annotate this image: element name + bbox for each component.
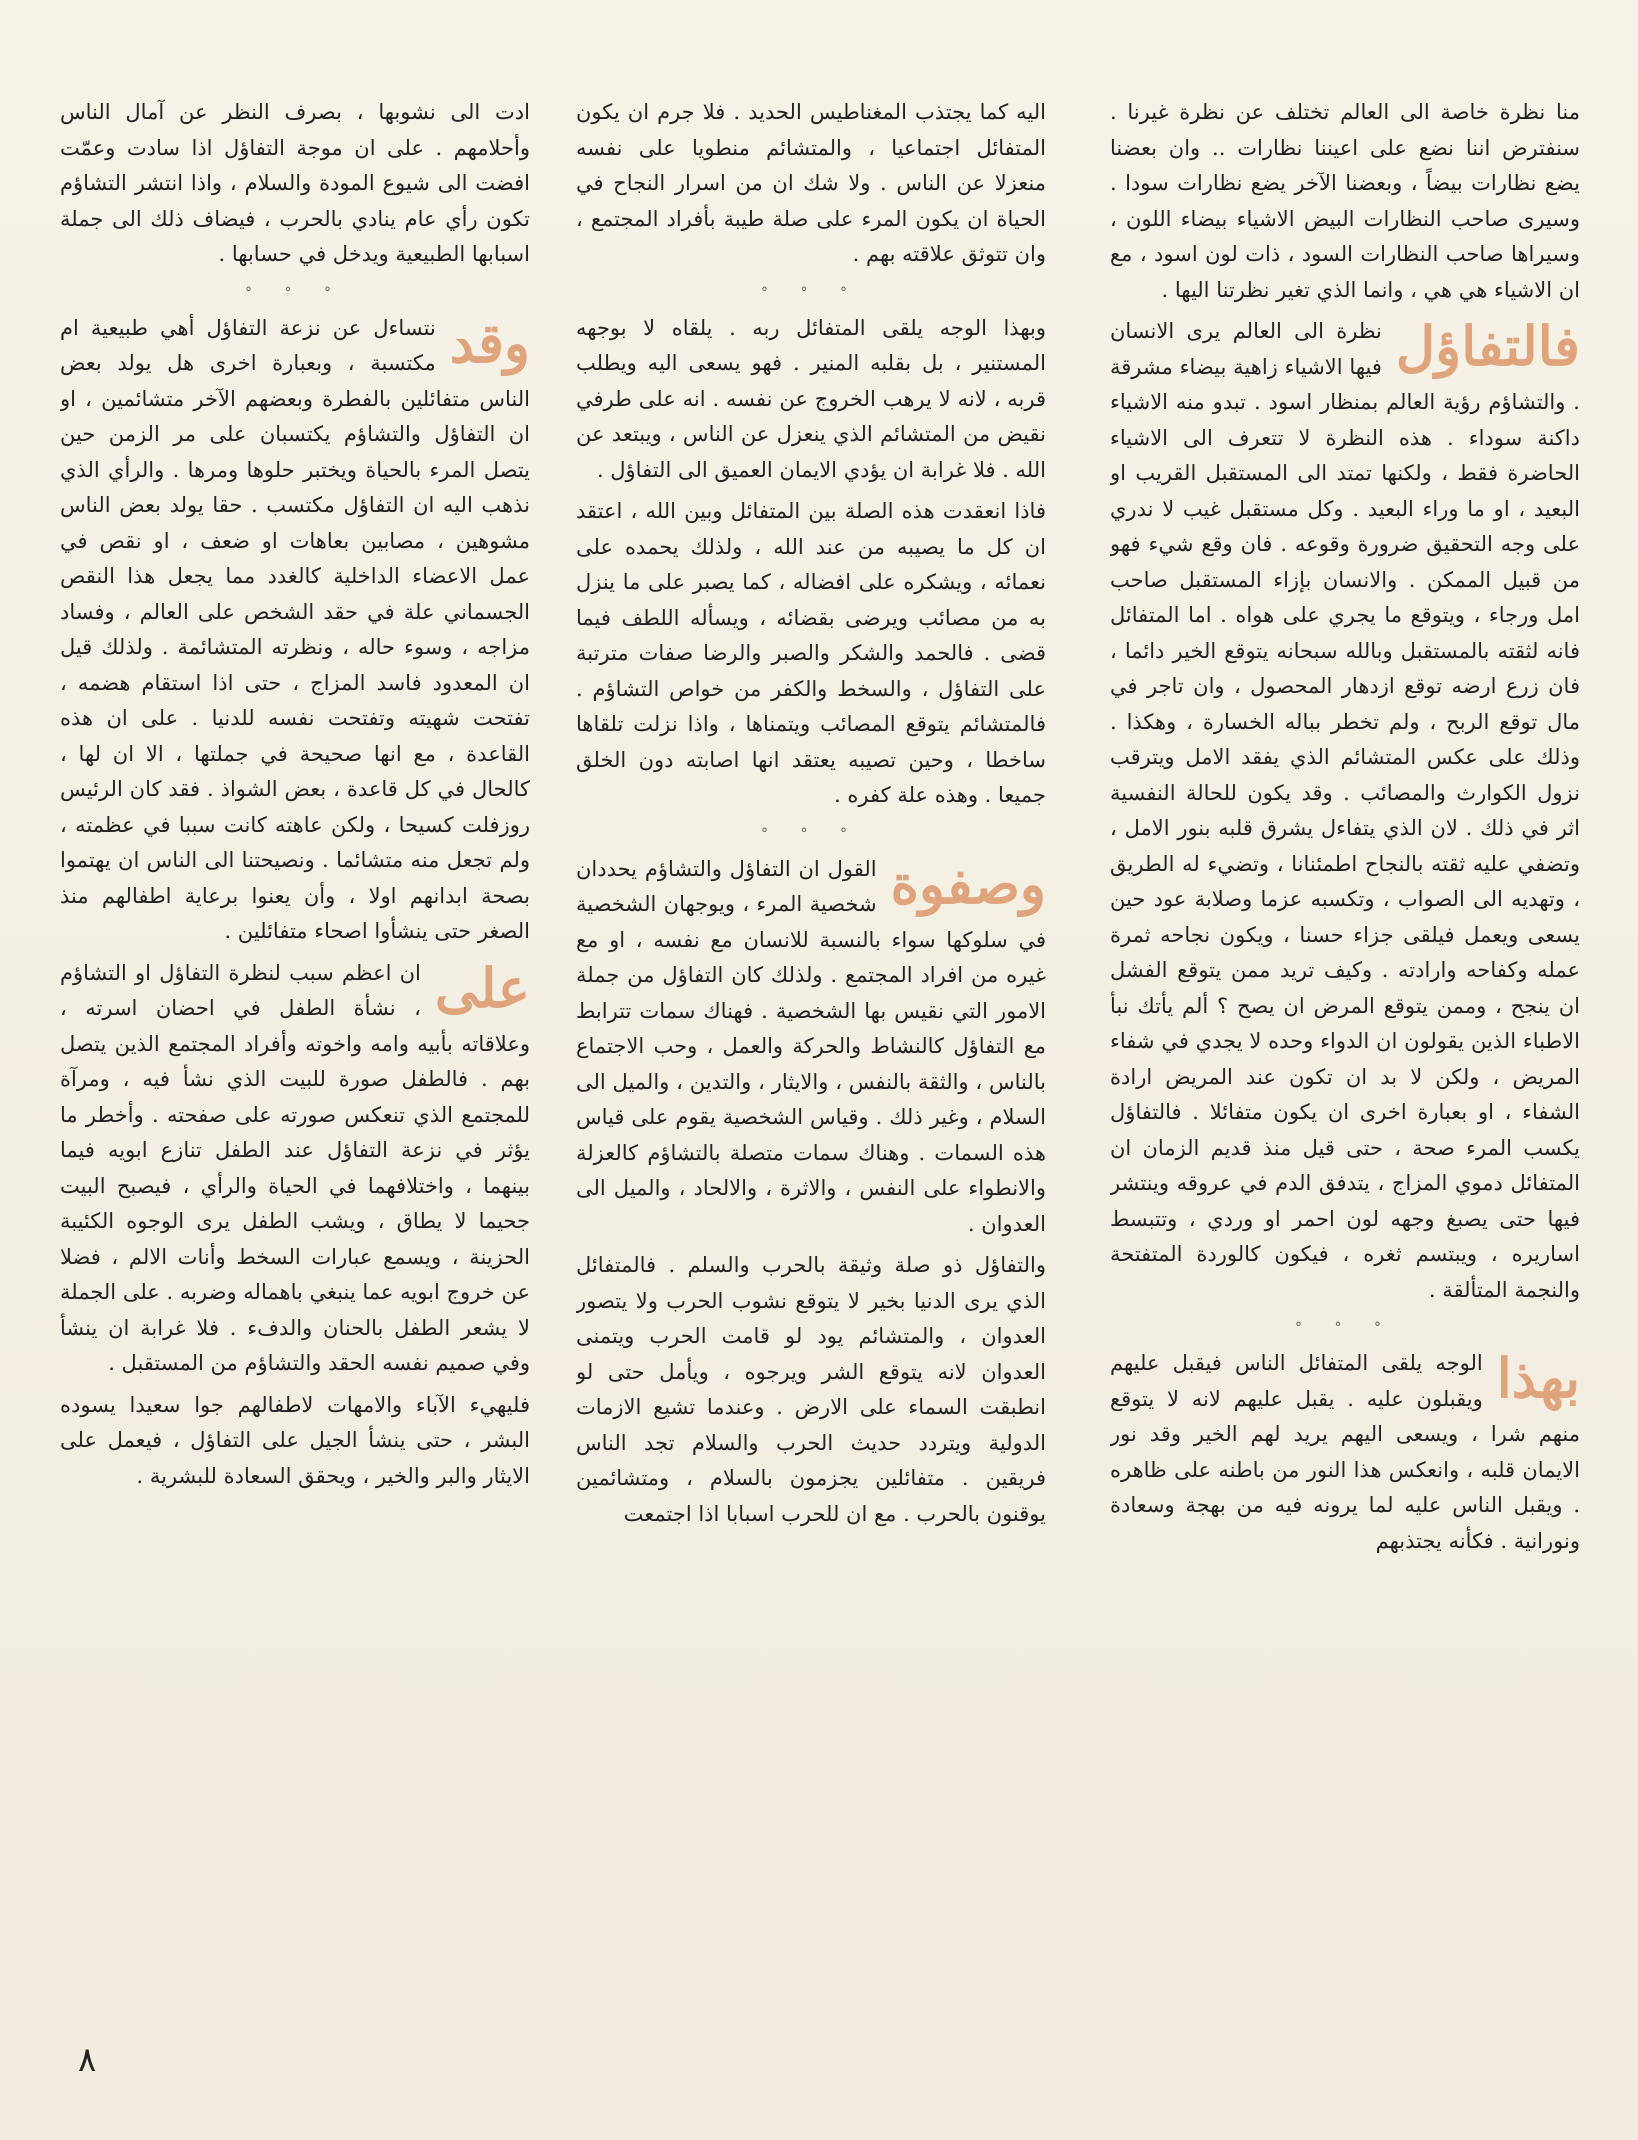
article-columns: [0, 95, 1638, 2035]
paragraph: والتفاؤل ذو صلة وثيقة بالحرب والسلم . فالمتفائل الذي يرى الدنيا بخير لا يتوقع نشوب الحرب ولا يتصور العدوان ، والمتشائم يود لو قامت الحرب ويتمنى العدوان لانه يتوقع الشر ويرجوه ، ويأمل حتى لو انطبقت السماء على الارض . وعندما تشيع الازمات الدولية ويتردد حديث الحرب والسلام تجد الناس فريقين . متفائلين يجزمون بالسلام ، ومتشائمين يوقنون بالحرب . مع ان للحرب اسبابا اذا اجتمعت: [576, 1253, 1046, 1526]
decorative-lead-word: على: [434, 955, 530, 1020]
paragraph: ادت الى نشوبها ، بصرف النظر عن آمال الناس وأحلامهم . على ان موجة التفاؤل اذا سادت وعمّت افضت الى شيوع المودة والسلام ، واذا انتشر التشاؤم تكون رأي عام ينادي بالحرب ، فيضاف ذلك الى جملة اسبابها الطبيعية ويدخل في حسابها .: [60, 100, 530, 266]
section-separator: ° ° °: [1295, 1320, 1395, 1336]
paragraph-text: نتساءل عن نزعة التفاؤل أهي طبيعية ام مكتسبة ، وبعبارة اخرى هل يولد بعض الناس متفائلين بالفطرة وبعضهم الآخر متشائمين ، او ان التفاؤل والتشاؤم يكتسبان على مر الزمن حين يتصل المرء بالحياة ويختبر حلوها ومرها . والرأي الذي نذهب اليه ان التفاؤل مكتسب . حقا يولد بعض الناس مشوهين ، مصابين بعاهات او ضعف ، او نقص في عمل الاعضاء الداخلية كالغدد مما يجعل هذا النقص الجسماني علة في حقد الشخص على العالم ، وفساد مزاجه ، وسوء حاله ، ونظرته المتشائمة . ولذلك قيل ان المعدود فاسد المزاج ، حتى اذا استقام هضمه ، تفتحت شهيته وتفتحت نفسه للدنيا . على ان هذه القاعدة ، مع انها صحيحة في جملتها ، الا ان لها ، كالحال في كل قاعدة ، بعض الشواذ . فقد كان الرئيس روزفلت كسيحا ، ولكن عاهته كانت سببا في عظمته ، ولم تجعل منه متشائما . ونصيحتنا الى الناس ان يهتموا بصحة ابدانهم اولا ، وأن يعنوا برعاية اطفالهم منذ الصغر حتى ينشأوا اصحاء متفائلين .: [60, 315, 530, 943]
lead-paragraph: [60, 956, 530, 1382]
lead-paragraph: [1110, 1346, 1580, 1559]
section-separator: ° ° °: [761, 284, 861, 301]
lead-paragraph: [1110, 314, 1580, 1308]
paragraph-text: القول ان التفاؤل والتشاؤم يحددان شخصية المرء ، ويوجهان الشخصية في سلوكها سواء بالنسبة للانسان مع نفسه ، او مع غيره من افراد المجتمع . ولذلك كان التفاؤل من جملة الامور التي نقيس بها الشخصية . فهناك سمات تترابط مع التفاؤل كالنشاط والحركة والعمل ، وحب الاجتماع بالناس ، والثقة بالنفس ، والايثار ، والتدين ، والميل الى السلام ، وغير ذلك . وقياس الشخصية يقوم على قياس هذه السمات . وهناك سمات متصلة بالتشاؤم كالعزلة والانطواء على النفس ، والاثرة ، والالحاد ، والميل الى العدوان .: [576, 856, 1046, 1236]
paragraph-text: ان اعظم سبب لنظرة التفاؤل او التشاؤم ، نشأة الطفل في احضان اسرته ، وعلاقاته بأبيه وامه واخوته وأفراد المجتمع الذين يتصل بهم . فالطفل صورة للبيت الذي نشأ فيه ، ومرآة للمجتمع الذي تنعكس صورته على صفحته . وأخطر ما يؤثر في نزعة التفاؤل عند الطفل تنازع ابويه فيما بينهما ، واختلافهما في الحياة والرأي ، فيصبح البيت جحيما لا يطاق ، ويشب الطفل يرى الوجوه الكئيبة الحزينة ، ويسمع عبارات السخط وأنات الالم ، فضلا عن خروج ابويه عما ينبغي باهماله وضربه . على الجملة لا يشعر الطفل بالحنان والدفء . فلا غرابة ان ينشأ وفي صميم نفسه الحقد والتشاؤم من المستقبل .: [60, 960, 530, 1375]
lead-paragraph: [60, 311, 530, 950]
page-number: ٨: [78, 2040, 97, 2080]
section-separator: ° ° °: [761, 825, 861, 842]
column-middle: [576, 95, 1046, 2035]
paragraph: منا نظرة خاصة الى العالم تختلف عن نظرة غيرنا . سنفترض اننا نضع على اعيننا نظارات .. وان بعضنا يضع نظارات بيضاً ، وبعضنا الآخر يضع نظارات سودا . وسيرى صاحب النظارات البيض الاشياء بيضاء اللون ، وسيراها صاحب النظارات السود ، ذات لون اسود ، مع ان الاشياء هي هي ، وانما الذي تغير نظرتنا اليها .: [1110, 100, 1580, 302]
column-right: [1110, 95, 1580, 2035]
column-left: [60, 95, 530, 2035]
decorative-lead-word: فالتفاؤل: [1395, 314, 1580, 378]
decorative-lead-word: بهذا: [1496, 1346, 1580, 1410]
paragraph: اليه كما يجتذب المغناطيس الحديد . فلا جرم ان يكون المتفائل اجتماعيا ، والمتشائم منطويا على نفسه منعزلا عن الناس . ولا شك ان من اسرار النجاح في الحياة ان يكون المرء على صلة طيبة بأفراد المجتمع ، وان تتوثق علاقته بهم .: [576, 100, 1046, 266]
paragraph-text: نظرة الى العالم يرى الانسان فيها الاشياء زاهية بيضاء مشرقة . والتشاؤم رؤية العالم بمنظار اسود . تبدو منه الاشياء داكنة سوداء . هذه النظرة لا تتعرف الى الاشياء الحاضرة فقط ، ولكنها تمتد الى المستقبل القريب او البعيد ، او ما وراء البعيد . وكل مستقبل غيب لا ندري على وجه التحقيق ضرورة وقوعه . فان وقع شيء فهو من قبيل الممكن . والانسان بإزاء المستقبل صاحب امل ورجاء ، ويتوقع ما يجري على هواه . اما المتفائل فانه لثقته بالمستقبل وبالله سبحانه يتوقع الخير دائما ، فان زرع ارضه توقع ازدهار المحصول ، وان تاجر في مال توقع الربح ، ولم تخطر بباله الخسارة ، وهكذا . وذلك على عكس المتشائم الذي يفقد الامل ويترقب نزول الكوارث والمصائب . وقد يكون للحالة النفسية اثر في ذلك . لان الذي يتفاءل يشرق قلبه بنور الامل ، وتضفي عليه ثقته بالنجاح اطمئنانا ، وتضيء له الطريق ، وتهديه الى الصواب ، وتكسبه عزما وصلابة عود حين يسعى ويعمل فيلقى جزاء حسنا ، ويكون نجاحه ثمرة عمله وكفاحه وارادته . وكيف تريد ممن يتوقع الفشل ان ينجح ، وممن يتوقع المرض ان يصح ؟ ألم يأتك نبأ الاطباء الذين يقولون ان الدواء وحده لا يجدي في شفاء المريض ، ولكن لا بد ان تكون عند المريض ارادة الشفاء ، او بعبارة اخرى ان يكون متفائلا . فالتفاؤل يكسب المرء صحة ، حتى قيل منذ قديم الزمان ان المتفائل دموي المزاج ، يتدفق الدم في عروقه وينتشر فيها حتى يصبغ وجهه لون احمر او وردي ، وتتبسط اساريره ، ويبتسم ثغره ، فيكون كالوردة المتفتحة والنجمة المتألقة .: [1110, 319, 1580, 1302]
section-separator: ° ° °: [245, 284, 345, 301]
lead-paragraph: [576, 852, 1046, 1243]
decorative-lead-word: وصفوة: [890, 851, 1046, 916]
paragraph: فاذا انعقدت هذه الصلة بين المتفائل وبين الله ، اعتقد ان كل ما يصيبه من عند الله ، ولذلك يحمده على نعمائه ، ويشكره على افضاله ، كما يصبر على ما ينزل به من مصائب ويرضى بقضائه ، ويسأله اللطف فيما قضى . فالحمد والشكر والصبر والرضا صفات مترتبة على التفاؤل ، والسخط والكفر من خواص التشاؤم . فالمتشائم يتوقع المصائب ويتمناها ، واذا نزلت تلقاها ساخطا ، وحين تصيبه يعتقد انها اصابته دون الخلق جميعا . وهذه علة كفره .: [576, 499, 1046, 807]
decorative-lead-word: وقد: [449, 310, 530, 375]
paragraph: فليهيء الآباء والامهات لاطفالهم جوا سعيدا يسوده البشر ، حتى ينشأ الجيل على التفاؤل ، فيعمل على الايثار والبر والخير ، ويحقق السعادة للبشرية .: [60, 1392, 530, 1488]
paragraph: وبهذا الوجه يلقى المتفائل ربه . يلقاه لا بوجهه المستنير ، بل بقلبه المنير . فهو يسعى اليه ويطلب قربه ، لانه لا يرهب الخروج عن نفسه . انه على طرفي نقيض من المتشائم الذي ينعزل عن الناس ، ويبتعد عن الله . فلا غرابة ان يؤدي الايمان العميق الى التفاؤل .: [576, 315, 1046, 482]
paragraph-text: الوجه يلقى المتفائل الناس فيقبل عليهم ويقبلون عليه . يقبل عليهم لانه لا يتوقع منهم شرا ، ويسعى اليهم يريد لهم الخير وقد نور الايمان قلبه ، وانعكس هذا النور من باطنه على ظاهره . ويقبل الناس عليه لما يرونه فيه من بهجة وسعادة ونورانية . فكأنه يجتذبهم: [1110, 1351, 1580, 1553]
